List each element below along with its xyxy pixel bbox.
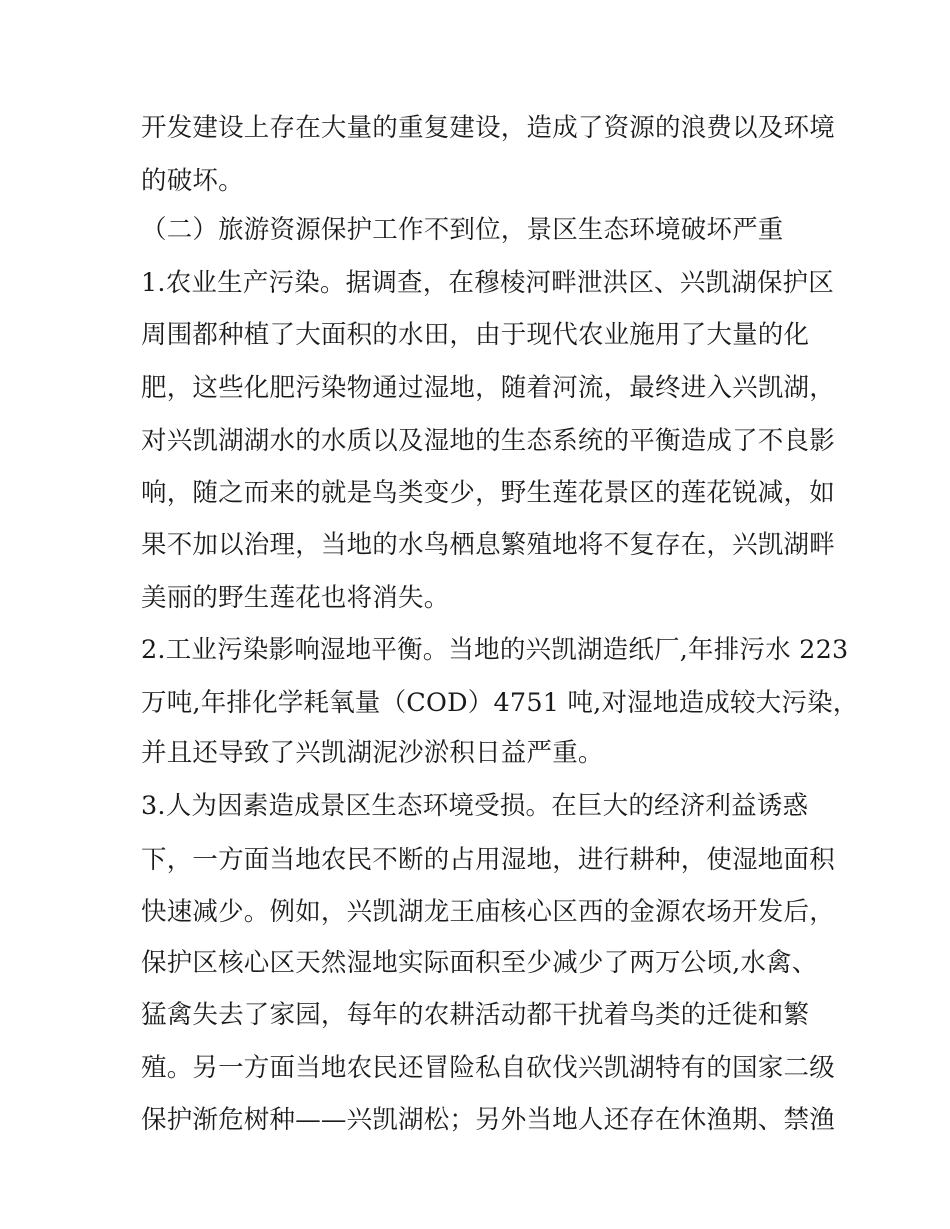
paragraph-line: 美丽的野生莲花也将消失。 (141, 583, 450, 613)
paragraph-line: 周围都种植了大面积的水田，由于现代农业施用了大量的化 (141, 320, 810, 350)
paragraph-line: 2.工业污染影响湿地平衡。当地的兴凯湖造纸厂,年排污水 223 (141, 635, 849, 665)
section-heading: （二）旅游资源保护工作不到位，景区生态环境破坏严重 (141, 215, 784, 245)
paragraph-line: 下，一方面当地农民不断的占用湿地，进行耕种，使湿地面积 (141, 845, 835, 875)
paragraph-line: 保护区核心区天然湿地实际面积至少减少了两万公顷,水禽、 (141, 948, 818, 978)
paragraph-line: 保护渐危树种——兴凯湖松；另外当地人还存在休渔期、禁渔 (141, 1105, 835, 1135)
paragraph-line: 果不加以治理，当地的水鸟栖息繁殖地将不复存在，兴凯湖畔 (141, 530, 835, 560)
paragraph-line: 殖。另一方面当地农民还冒险私自砍伐兴凯湖特有的国家二级 (141, 1053, 835, 1083)
paragraph-line: 的破坏。 (141, 166, 244, 196)
paragraph-line: 开发建设上存在大量的重复建设，造成了资源的浪费以及环境 (141, 113, 835, 143)
paragraph-line: 响，随之而来的就是鸟类变少，野生莲花景区的莲花锐减，如 (141, 478, 835, 508)
paragraph-line: 快速减少。例如，兴凯湖龙王庙核心区西的金源农场开发后， (141, 897, 835, 927)
paragraph-line: 猛禽失去了家园，每年的农耕活动都干扰着鸟类的迁徙和繁 (141, 1000, 810, 1030)
paragraph-line: 并且还导致了兴凯湖泥沙淤积日益严重。 (141, 738, 604, 768)
paragraph-line: 3.人为因素造成景区生态环境受损。在巨大的经济利益诱惑 (141, 791, 809, 821)
paragraph-line: 1.农业生产污染。据调查，在穆棱河畔泄洪区、兴凯湖保护区 (141, 268, 834, 298)
paragraph-line: 万吨,年排化学耗氧量（COD）4751 吨,对湿地造成较大污染， (141, 688, 859, 718)
paragraph-line: 对兴凯湖湖水的水质以及湿地的生态系统的平衡造成了不良影 (141, 426, 835, 456)
paragraph-line: 肥，这些化肥污染物通过湿地，随着河流，最终进入兴凯湖， (141, 373, 835, 403)
